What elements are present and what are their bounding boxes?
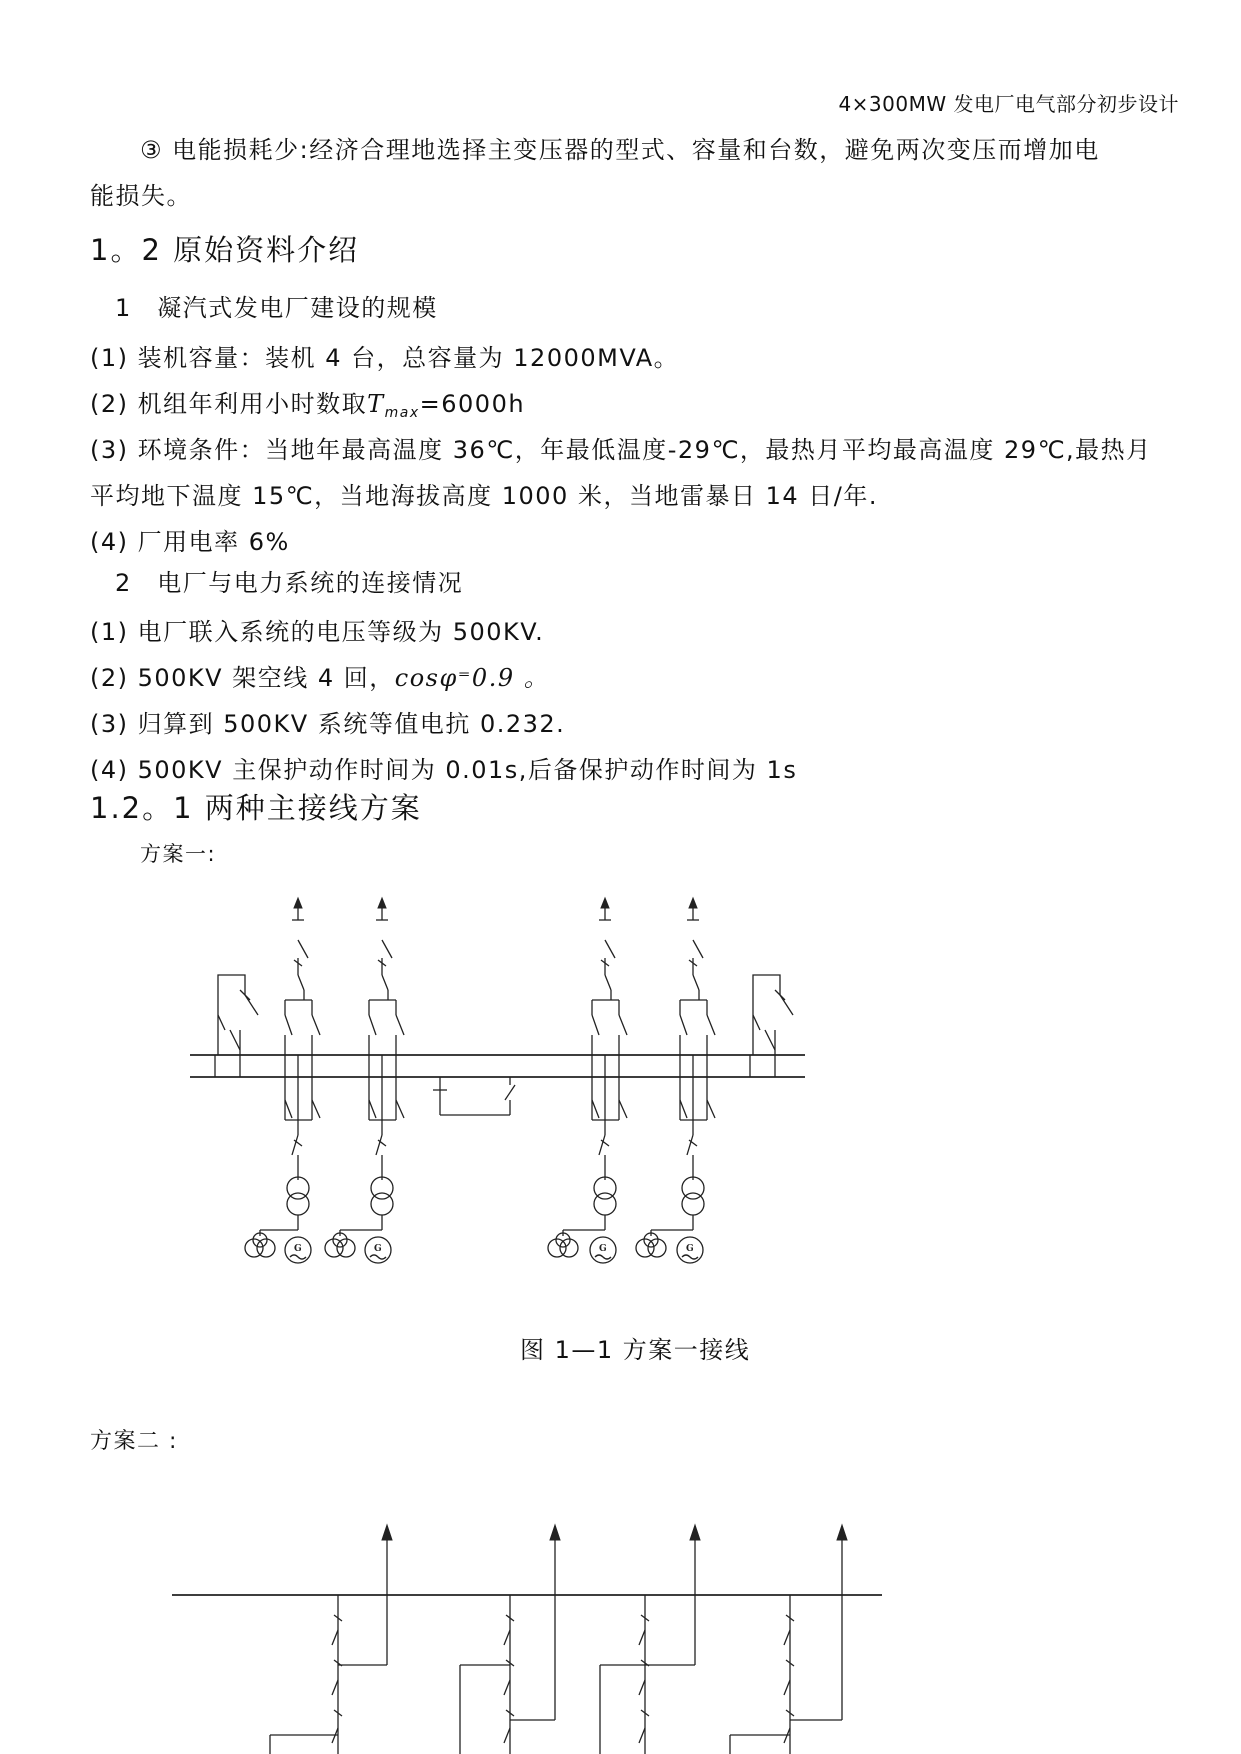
generator-label: G — [686, 1244, 694, 1254]
list-item-value: ⁼0.9 。 — [457, 664, 550, 692]
generator-label: G — [374, 1244, 382, 1254]
breaker-string-3 — [600, 1595, 649, 1754]
scheme-label: 方案一: — [140, 842, 217, 866]
paragraph-line: 能损失。 — [90, 182, 192, 210]
paragraph-line: ③ 电能损耗少:经济合理地选择主变压器的型式、容量和台数，避免两次变压而增加电 — [140, 136, 1100, 164]
subscript-max: max — [384, 405, 420, 421]
breaker-string-2 — [460, 1595, 514, 1754]
figure-caption: 图 1—1 方案一接线 — [520, 1336, 751, 1364]
list-item: (1) 电厂联入系统的电压等级为 500KV. — [90, 618, 545, 646]
list-item: (3) 归算到 500KV 系统等值电抗 0.232. — [90, 710, 566, 738]
item-title: 1 凝汽式发电厂建设的规模 — [115, 294, 438, 322]
scheme-label: 方案二 : — [90, 1429, 178, 1454]
line-arrow-2 — [510, 1525, 560, 1720]
page-header: 4×300MW 发电厂电气部分初步设计 — [838, 92, 1179, 116]
item-title: 2 电厂与电力系统的连接情况 — [115, 569, 464, 597]
list-item: (3) 环境条件：当地年最高温度 36℃，年最低温度-29℃，最热月平均最高温度 29℃,最热月 — [90, 436, 1152, 464]
section-heading: 1。2 原始资料介绍 — [90, 233, 360, 267]
generator-label: G — [294, 1244, 302, 1254]
list-item: 平均地下温度 15℃，当地海拔高度 1000 米，当地雷暴日 14 日/年. — [90, 482, 878, 510]
breaker-string-1 — [270, 1595, 342, 1754]
symbol-T: T — [367, 390, 385, 418]
breaker-string-4 — [730, 1595, 794, 1754]
section-heading: 1.2。1 两种主接线方案 — [90, 791, 422, 825]
generator-label: G — [599, 1244, 607, 1254]
list-item-text: (2) 500KV 架空线 4 回， — [90, 664, 395, 692]
list-item: (4) 厂用电率 6% — [90, 528, 290, 556]
line-arrow-4 — [790, 1525, 847, 1720]
list-item-value: =6000h — [419, 390, 526, 418]
list-item-text: (2) 机组年利用小时数取 — [90, 390, 368, 418]
list-item: (1) 装机容量：装机 4 台，总容量为 12000MVA。 — [90, 344, 680, 372]
cos-phi: cosφ — [394, 664, 458, 692]
list-item: (4) 500KV 主保护动作时间为 0.01s,后备保护动作时间为 1s — [90, 756, 798, 784]
